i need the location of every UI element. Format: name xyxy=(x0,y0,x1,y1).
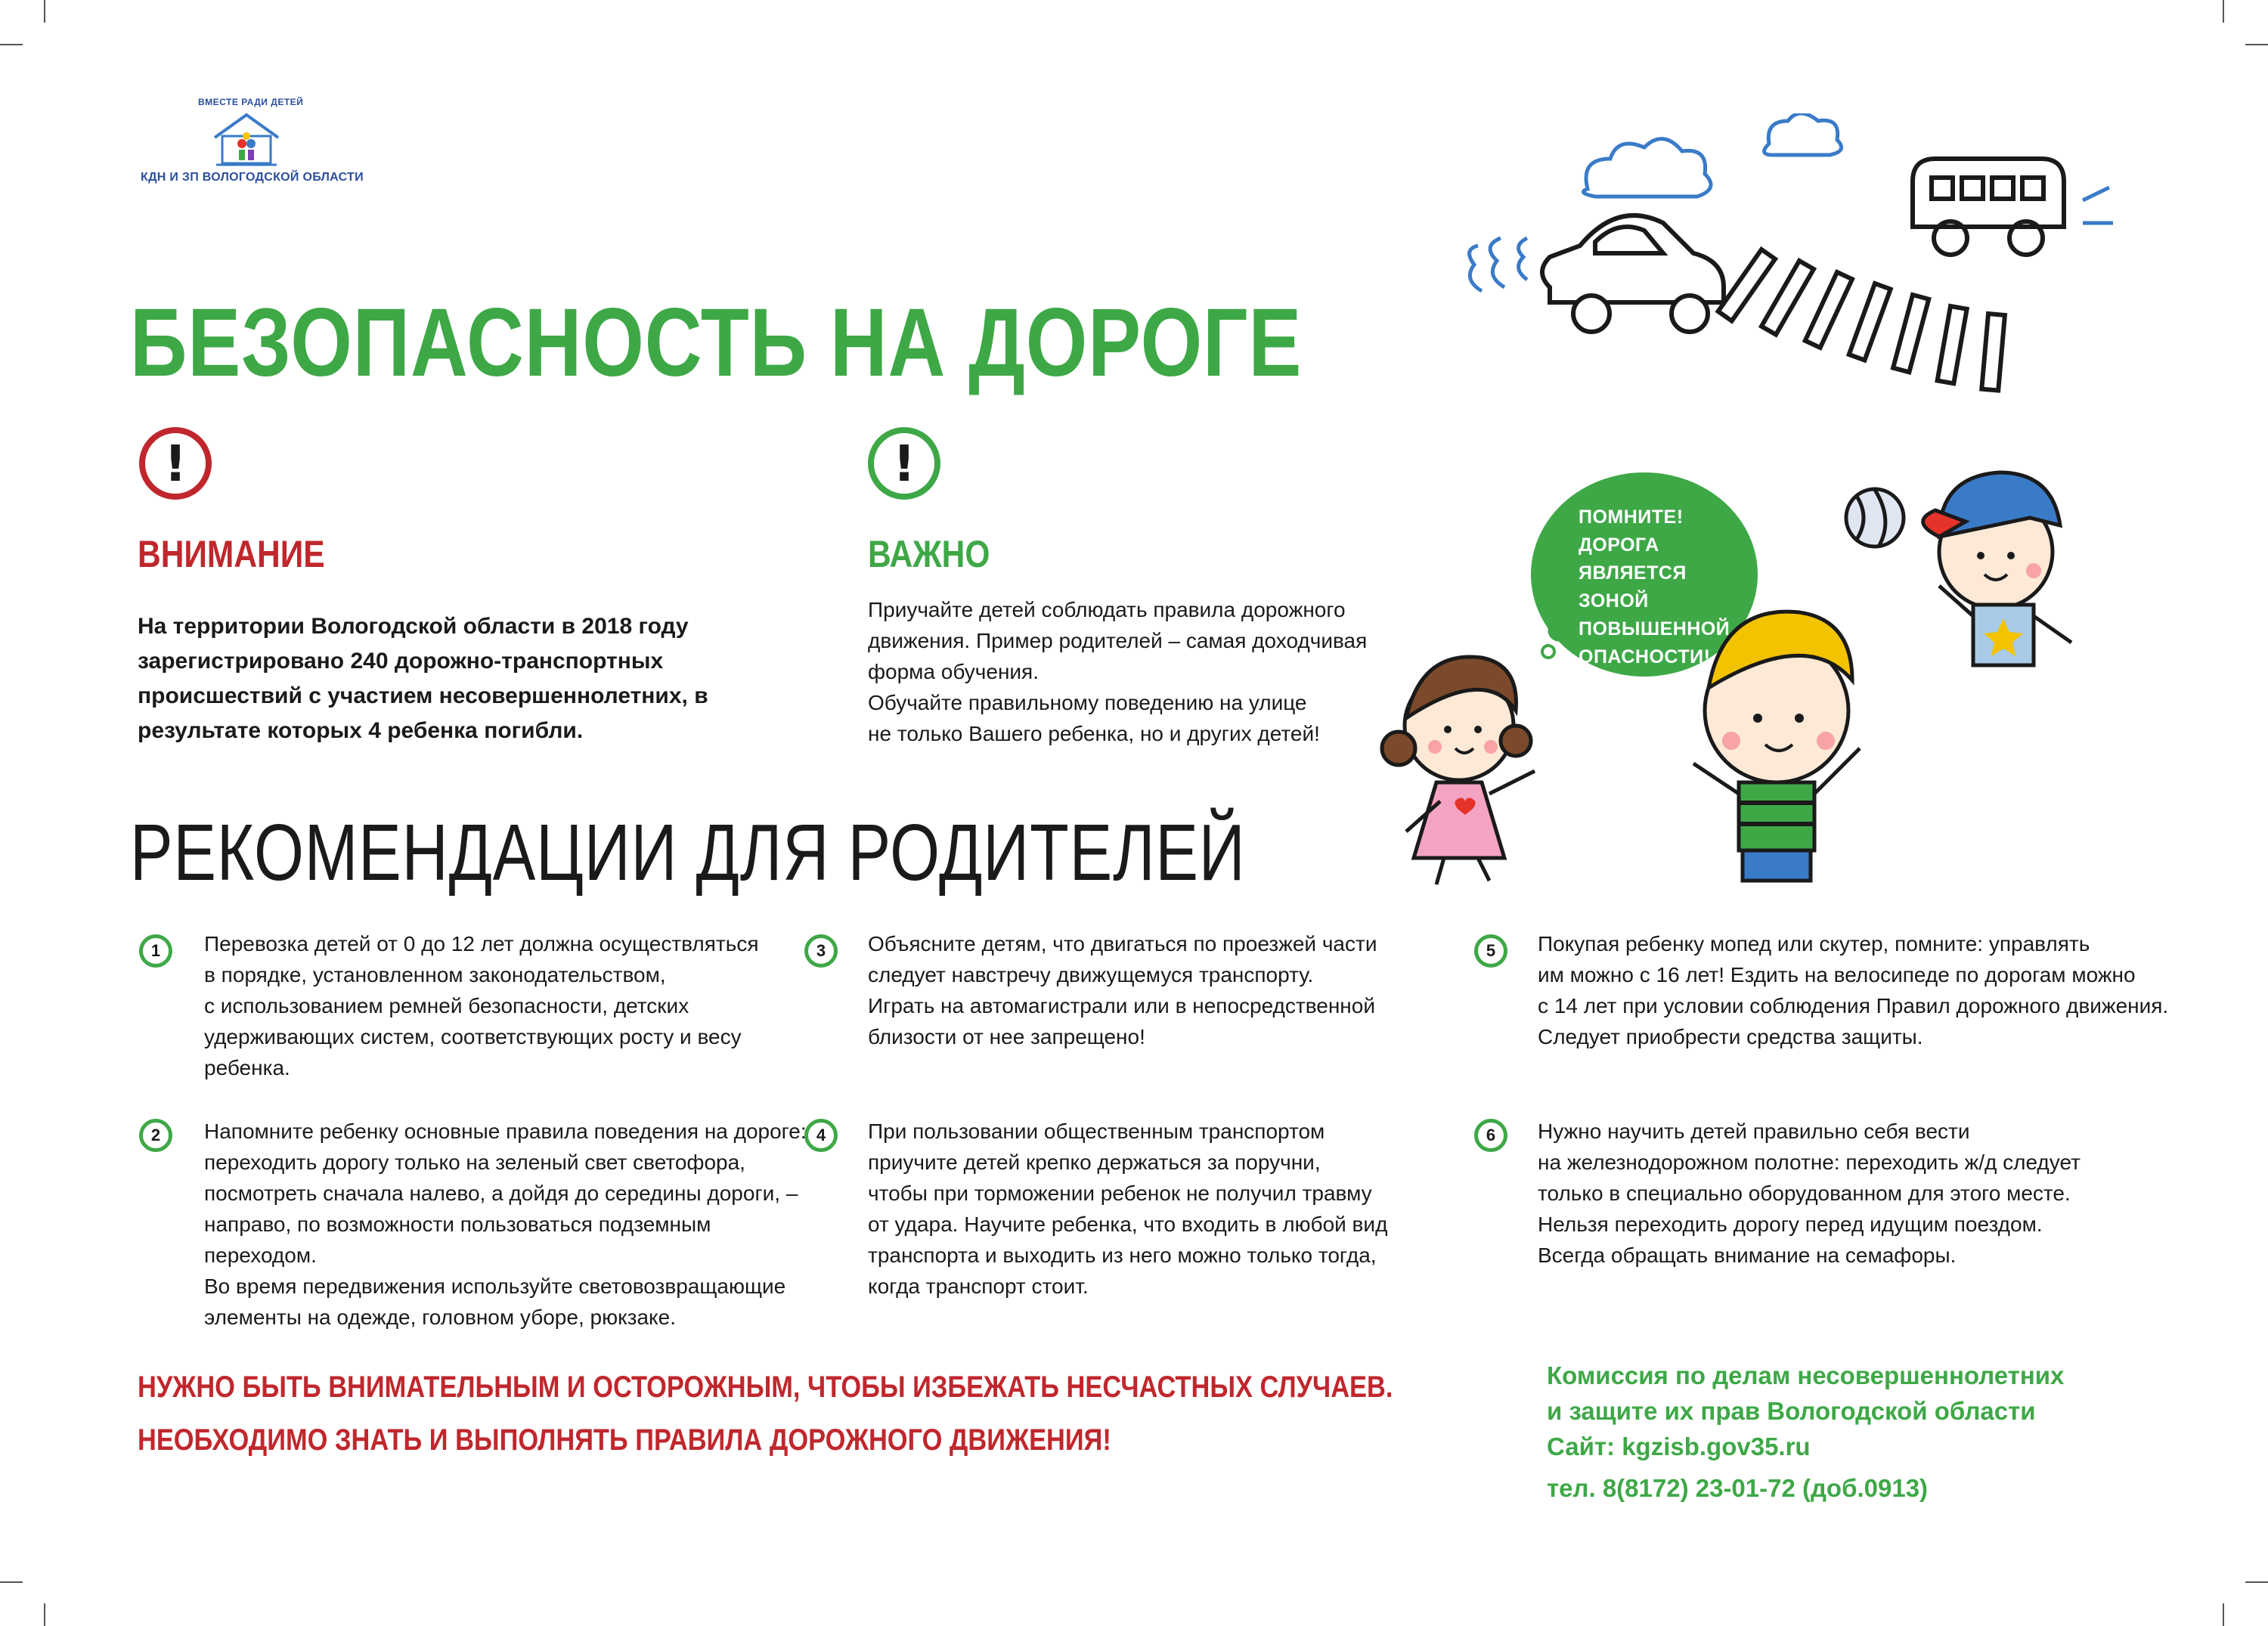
recommendation-number: 2 xyxy=(150,1126,161,1144)
recommendation-number-badge xyxy=(1474,1119,1507,1152)
contacts-site[interactable]: Сайт: kgzisb.gov35.ru xyxy=(1547,1432,1811,1460)
recommendation-number-badge xyxy=(139,1119,172,1152)
attention-line: На территории Вологодской области в 2018 году xyxy=(138,614,689,639)
recommendation-line: близости от нее запрещено! xyxy=(868,1025,1145,1048)
crop-mark xyxy=(2245,1581,2268,1583)
recommendation-line: Во время передвижения используйте световозвращающие xyxy=(204,1274,786,1298)
road-safety-illustration xyxy=(1376,113,2177,892)
recommendation-line: Нельзя переходить дорогу перед идущим поездом. xyxy=(1538,1213,2043,1236)
contacts-org-line: и защите их прав Вологодской области xyxy=(1547,1397,2036,1425)
recommendation-line: Покупая ребенку мопед или скутер, помните: управлять xyxy=(1538,932,2090,955)
recommendation-3-text xyxy=(868,928,1458,1052)
recommendation-line: Следует приобрести средства защиты. xyxy=(1538,1025,1923,1048)
cloud-icon xyxy=(1765,113,1842,155)
important-line: Приучайте детей соблюдать правила дорожного xyxy=(868,598,1346,621)
crop-mark xyxy=(44,0,45,23)
recommendation-line: посмотреть сначала налево, а дойдя до середины дороги, – xyxy=(204,1182,798,1205)
attention-line: зарегистрировано 240 дорожно-транспортных xyxy=(138,649,664,674)
recommendation-line: следует навстречу движущемуся транспорту. xyxy=(868,963,1314,986)
recommendation-line: транспорта и выходить из него можно только тогда, xyxy=(868,1244,1377,1267)
recommendation-line: переходить дорогу только на зеленый свет светофора, xyxy=(204,1151,745,1174)
footer-line: НУЖНО БЫТЬ ВНИМАТЕЛЬНЫМ И ОСТОРОЖНЫМ, ЧТОБЫ ИЗБЕЖАТЬ НЕСЧАСТНЫХ СЛУЧАЕВ. xyxy=(138,1370,1393,1404)
recommendation-number-badge xyxy=(804,934,838,968)
contacts-phone[interactable]: тел. 8(8172) 23-01-72 (доб.0913) xyxy=(1547,1474,1929,1502)
crop-mark xyxy=(44,1603,45,1626)
recommendation-2-text xyxy=(204,1116,824,1333)
recommendation-number: 4 xyxy=(816,1126,826,1144)
car-icon xyxy=(1542,215,1724,332)
crop-mark xyxy=(0,44,23,45)
recommendation-line: направо, по возможности пользоваться подземным переходом. xyxy=(204,1213,711,1267)
bubble-line: ДОРОГА xyxy=(1579,534,1659,556)
recommendation-line: элементы на одежде, головном уборе, рюкзаке. xyxy=(204,1305,676,1329)
recommendation-line: только в специально оборудованном для этого месте. xyxy=(1538,1182,2071,1205)
important-line: не только Вашего ребенка, но и других детей! xyxy=(868,722,1320,745)
recommendation-1-text xyxy=(204,928,809,1083)
attention-line: результате которых 4 ребенка погибли. xyxy=(138,718,584,743)
important-line: форма обучения. xyxy=(868,660,1039,683)
recommendation-line: удерживающих систем, соответствующих росту и весу xyxy=(204,1025,742,1048)
bubble-line: ПОМНИТЕ! xyxy=(1579,506,1684,528)
recommendations-title: РЕКОМЕНДАЦИИ ДЛЯ РОДИТЕЛЕЙ xyxy=(130,808,1246,897)
footer-line: НЕОБХОДИМО ЗНАТЬ И ВЫПОЛНЯТЬ ПРАВИЛА ДОРОЖНОГО ДВИЖЕНИЯ! xyxy=(138,1423,1111,1457)
boy-with-cap-illustration xyxy=(1923,472,2071,665)
recommendation-line: чтобы при торможении ребенок не получил травму xyxy=(868,1182,1372,1205)
attention-line: происшествий с участием несовершеннолетних, в xyxy=(138,683,708,708)
recommendation-number-badge xyxy=(139,934,172,968)
recommendation-line: При пользовании общественным транспортом xyxy=(868,1120,1325,1143)
recommendation-line: от удара. Научите ребенка, что входить в любой вид xyxy=(868,1213,1388,1236)
recommendation-line: приучите детей крепко держаться за поручни, xyxy=(868,1151,1321,1174)
recommendation-line: Перевозка детей от 0 до 12 лет должна осуществляться xyxy=(204,932,759,955)
contacts-org-line: Комиссия по делам несовершеннолетних xyxy=(1547,1361,2065,1389)
recommendation-line: Всегда обращать внимание на семафоры. xyxy=(1538,1244,1957,1267)
recommendation-line: с 14 лет при условии соблюдения Правил дорожного движения. xyxy=(1538,994,2169,1017)
recommendation-5-text xyxy=(1538,928,2203,1052)
crop-mark xyxy=(2223,0,2224,23)
recommendation-line: в порядке, установленном законодательством, xyxy=(204,963,666,986)
ball-icon xyxy=(1846,489,1904,547)
logo-bottom-text: КДН И ЗП ВОЛОГОДСКОЙ ОБЛАСТИ xyxy=(141,171,364,184)
recommendation-line: Объясните детям, что двигаться по проезжей части xyxy=(868,932,1377,955)
bubble-line: ЯВЛЯЕТСЯ ЗОНОЙ xyxy=(1579,562,1687,612)
recommendation-line: когда транспорт стоит. xyxy=(868,1274,1089,1298)
bubble-line: ПОВЫШЕННОЙ xyxy=(1579,618,1730,640)
important-heading: ВАЖНО xyxy=(868,533,990,575)
important-icon xyxy=(868,427,940,500)
logo-house-icon xyxy=(210,112,283,168)
speech-bubble-text xyxy=(1579,503,1752,671)
crosswalk-icon xyxy=(1718,249,2005,391)
recommendation-line: Нужно научить детей правильно себя вести xyxy=(1538,1120,1970,1143)
recommendation-line: Играть на автомагистрали или в непосредственной xyxy=(868,994,1375,1017)
warning-icon xyxy=(139,427,212,500)
recommendation-6-text xyxy=(1538,1116,2203,1271)
recommendation-number: 3 xyxy=(816,941,826,960)
recommendation-line: Напомните ребенку основные правила поведения на дороге: xyxy=(204,1120,807,1143)
important-text xyxy=(868,594,1442,749)
recommendation-number: 5 xyxy=(1486,941,1496,960)
recommendation-number-badge xyxy=(804,1119,838,1152)
exhaust-icon xyxy=(1470,238,1527,291)
warning-symbol: ! xyxy=(163,434,187,493)
footer-warning xyxy=(138,1361,1393,1466)
recommendation-line: им можно с 16 лет! Ездить на велосипеде по дорогам можно xyxy=(1538,963,2136,986)
recommendation-line: ребенка. xyxy=(204,1056,290,1079)
crop-mark xyxy=(2245,44,2268,45)
recommendation-line: на железнодорожном полотне: переходить ж/д следует xyxy=(1538,1151,2081,1174)
girl-illustration xyxy=(1382,657,1535,884)
attention-heading: ВНИМАНИЕ xyxy=(138,533,325,575)
recommendation-line: с использованием ремней безопасности, детских xyxy=(204,994,689,1017)
crop-mark xyxy=(2223,1603,2224,1626)
cloud-icon xyxy=(1583,139,1711,197)
page-title: БЕЗОПАСНОСТЬ НА ДОРОГЕ xyxy=(130,289,1303,397)
bus-icon xyxy=(1913,159,2064,255)
crop-mark xyxy=(0,1581,23,1583)
recommendation-4-text xyxy=(868,1116,1458,1302)
contacts-block xyxy=(1547,1358,2064,1506)
recommendation-number: 1 xyxy=(150,941,161,960)
important-symbol: ! xyxy=(892,434,916,493)
bubble-line: ОПАСНОСТИ! xyxy=(1579,646,1711,667)
important-line: Обучайте правильному поведению на улице xyxy=(868,691,1307,714)
recommendation-number: 6 xyxy=(1486,1126,1496,1144)
important-line: движения. Пример родителей – самая доходчивая xyxy=(868,629,1368,652)
recommendation-number-badge xyxy=(1474,934,1507,968)
logo-top-text: ВМЕСТЕ РАДИ ДЕТЕЙ xyxy=(198,97,304,107)
attention-text xyxy=(138,609,742,748)
